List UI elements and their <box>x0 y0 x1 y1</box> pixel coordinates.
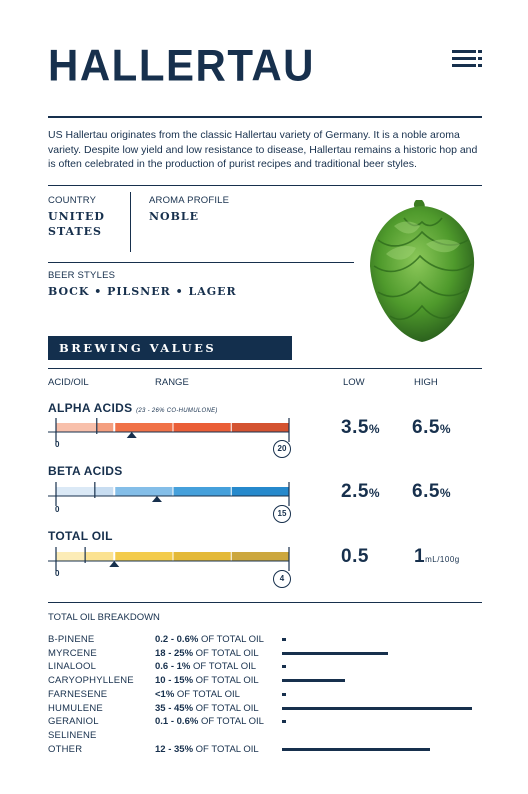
header-low: LOW <box>343 377 365 388</box>
total-oil-max: 4 <box>273 570 291 588</box>
oil-name: SELINENE <box>48 729 97 741</box>
header-acid-oil: ACID/OIL <box>48 377 89 388</box>
alpha-acids-min: 0 <box>55 440 60 449</box>
page-title: HALLERTAU <box>48 40 316 91</box>
alpha-acids-note: (23 - 26% CO-HUMULONE) <box>136 408 218 414</box>
beta-acids-max: 15 <box>273 505 291 523</box>
brewing-values-banner: BREWING VALUES <box>48 336 292 360</box>
gauge-segment <box>115 552 172 561</box>
beer-styles-value: BOCK • PILSNER • LAGER <box>48 285 237 298</box>
country-value-line2: STATES <box>48 225 102 238</box>
oil-bar <box>282 638 286 641</box>
hamburger-menu-icon[interactable] <box>452 50 482 68</box>
oil-row <box>0 634 528 646</box>
oil-breakdown-title: TOTAL OIL BREAKDOWN <box>48 612 160 623</box>
alpha-acids-max: 20 <box>273 440 291 458</box>
alpha-acids-low: 3.5% <box>341 417 381 438</box>
oil-range-suffix: OF TOTAL OIL <box>193 647 259 659</box>
gauge-high-marker <box>109 561 119 567</box>
oil-row <box>0 716 528 728</box>
beta-acids-gauge <box>48 480 294 508</box>
gauge-low-fill <box>56 423 97 432</box>
oil-bar <box>282 748 430 751</box>
header-high: HIGH <box>414 377 438 388</box>
oil-range <box>155 675 259 687</box>
gauge-segment <box>174 423 231 432</box>
oil-range-value: 18 - 25% <box>155 647 194 659</box>
oil-bar <box>282 652 388 655</box>
gauge-segment <box>232 487 289 496</box>
gauge-segment <box>115 487 172 496</box>
oil-range-suffix: OF TOTAL OIL <box>193 702 259 714</box>
header-range: RANGE <box>155 377 189 388</box>
description-divider <box>48 185 482 186</box>
aroma-label: AROMA PROFILE <box>149 195 230 206</box>
oil-bar <box>282 720 286 723</box>
gauge-segment <box>174 552 231 561</box>
country-aroma-divider <box>130 192 131 252</box>
oil-range <box>155 744 259 756</box>
beta-acids-low: 2.5% <box>341 481 381 502</box>
total-oil-name: TOTAL OIL <box>48 529 113 543</box>
oil-name: B-PINENE <box>48 634 95 645</box>
oil-range-suffix: OF TOTAL OIL <box>174 688 240 700</box>
beta-acids-name: BETA ACIDS <box>48 464 123 478</box>
oil-range-value: 12 - 35% <box>155 743 194 755</box>
aroma-divider <box>48 262 354 263</box>
oil-bar <box>282 665 286 668</box>
hop-description: US Hallertau originates from the classic Hallertau variety of Germany. It is a noble aroma variety. Despite low yield and low resistance to disease, Hallertau remains a historic hop and is often celebrated in the production of purist recipes and traditional beer styles. <box>48 129 478 170</box>
beta-acids-high: 6.5% <box>412 481 452 502</box>
gauge-high-marker <box>127 432 137 438</box>
oil-range-suffix: OF TOTAL OIL <box>198 716 264 728</box>
oil-bar <box>282 707 472 710</box>
gauge-high-marker <box>152 496 162 502</box>
oil-name: GERANIOL <box>48 716 99 728</box>
total-oil-gauge <box>48 545 294 573</box>
oil-range-value: 0.1 - 0.6% <box>155 716 199 728</box>
oil-range-value: <1% <box>155 688 175 700</box>
oil-row <box>0 689 528 701</box>
gauge-segment <box>115 423 172 432</box>
title-divider <box>48 116 482 118</box>
gauge-segment <box>232 423 289 432</box>
gauge-segment <box>232 552 289 561</box>
gauge-low-fill <box>56 487 95 496</box>
oil-name: MYRCENE <box>48 647 97 659</box>
oil-range <box>155 634 264 646</box>
oil-row <box>0 703 528 715</box>
country-label: COUNTRY <box>48 195 97 206</box>
aroma-value: NOBLE <box>149 210 200 223</box>
beta-acids-min: 0 <box>55 505 60 514</box>
oil-range <box>155 661 256 673</box>
oil-range-suffix: OF TOTAL OIL <box>193 743 259 755</box>
oil-name: FARNESENE <box>48 688 108 700</box>
oil-row <box>0 730 528 742</box>
oil-name: CARYOPHYLLENE <box>48 675 134 687</box>
oil-range <box>155 703 259 715</box>
oil-range <box>155 648 259 660</box>
oil-row <box>0 675 528 687</box>
total-oil-high: 1mL/100g <box>414 546 460 567</box>
oil-name: HUMULENE <box>48 702 103 714</box>
oil-range <box>155 716 264 728</box>
oil-name: LINALOOL <box>48 661 97 673</box>
oil-row <box>0 648 528 660</box>
total-oil-low: 0.5 <box>341 546 369 567</box>
oil-range-suffix: OF TOTAL OIL <box>190 661 257 673</box>
brewing-header-top-rule <box>48 368 482 369</box>
oil-name: OTHER <box>48 743 83 755</box>
oil-row <box>0 744 528 756</box>
oil-bar <box>282 693 286 696</box>
oil-breakdown-top-rule <box>48 602 482 603</box>
oil-range-value: 35 - 45% <box>155 702 194 714</box>
oil-bar <box>282 679 345 682</box>
oil-row <box>0 661 528 673</box>
alpha-acids-name <box>48 401 218 415</box>
alpha-acids-high: 6.5% <box>412 417 452 438</box>
total-oil-min: 0 <box>55 569 60 578</box>
alpha-acids-gauge <box>48 416 294 444</box>
oil-range-value: 0.2 - 0.6% <box>155 634 199 645</box>
oil-range-suffix: OF TOTAL OIL <box>198 634 264 645</box>
oil-range <box>155 689 240 701</box>
gauge-low-fill <box>56 552 85 561</box>
alpha-acids-label: ALPHA ACIDS <box>48 401 133 415</box>
country-value-line1: UNITED <box>48 210 105 223</box>
hop-cone-image <box>364 196 480 346</box>
beer-styles-label: BEER STYLES <box>48 270 116 281</box>
oil-range-suffix: OF TOTAL OIL <box>193 675 259 687</box>
oil-range-value: 0.6 - 1% <box>155 661 191 673</box>
gauge-segment <box>174 487 231 496</box>
oil-range-value: 10 - 15% <box>155 675 194 687</box>
